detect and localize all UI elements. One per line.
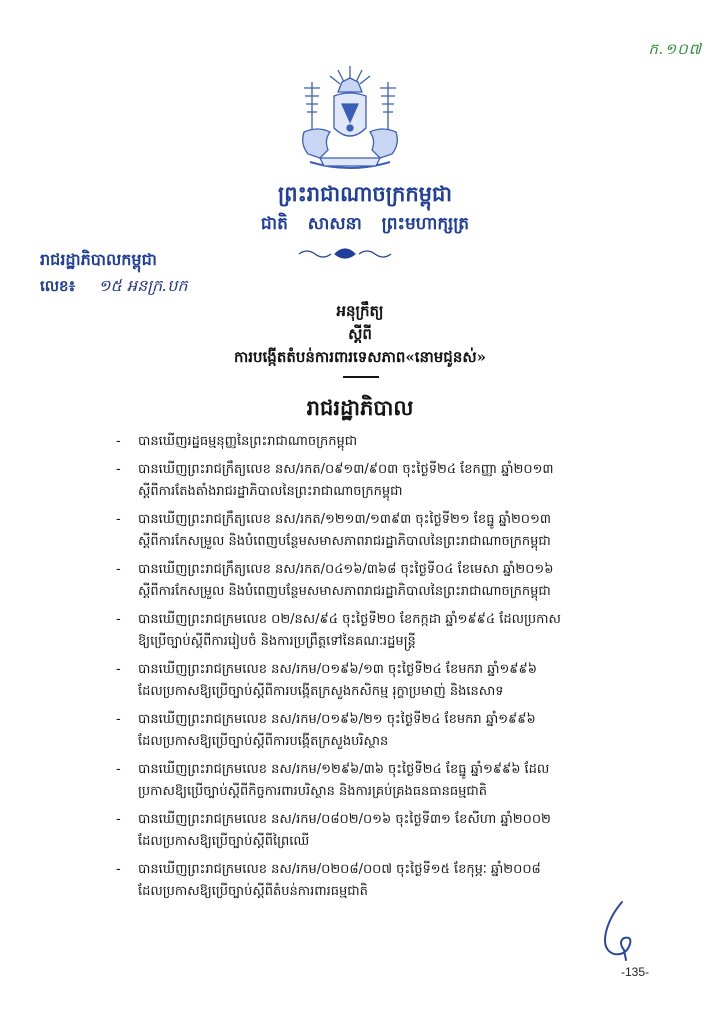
clause-line: ឱ្យប្រើច្បាប់ស្តីពីការរៀបចំ និងការប្រព្រឹត្តទៅនៃគណៈរដ្ឋមន្ត្រី xyxy=(138,634,416,649)
clause-line: បានឃើញព្រះរាជក្រឹត្យលេខ នស/រកត/១២១៣/១៣៩៣ ចុះថ្ងៃទី២១ ខែធ្នូ ឆ្នាំ២០១៣ xyxy=(138,512,551,527)
clause-line: បានឃើញព្រះរាជក្រមលេខ ០២/នស/៩៤ ចុះថ្ងៃទី២០ ខែកក្កដា ឆ្នាំ១៩៩៤ ដែលប្រកាស xyxy=(138,612,561,627)
list-item: - បានឃើញព្រះរាជក្រឹត្យលេខ នស/រកត/១២១៣/១៣៩៣ ចុះថ្ងៃទី២១ ខែធ្នូ ឆ្នាំ២០១៣ ស្តីពីការកែសម្រួល និងបំពេញបន្ថែមសមាសភាពរាជរដ្ឋាភិបាលនៃព្រះរាជាណាចក្រកម្ពុជា xyxy=(112,509,652,553)
national-motto: ជាតិ សាសនា ព្រះមហាក្សត្រ xyxy=(260,214,470,234)
decree-title: អនុក្រឹត្យ xyxy=(336,302,384,320)
number-label: លេខ៖ xyxy=(40,277,76,295)
title-divider xyxy=(343,376,379,378)
clause-line: បានឃើញរដ្ឋធម្មនុញ្ញនៃព្រះរាជាណាចក្រកម្ពុជា xyxy=(138,434,358,449)
list-item: - បានឃើញព្រះរាជក្រមលេខ ០២/នស/៩៤ ចុះថ្ងៃទី២០ ខែកក្កដា ឆ្នាំ១៩៩៤ ដែលប្រកាស ឱ្យប្រើច្បាប់ស្តីពីការរៀបចំ និងការប្រព្រឹត្តទៅនៃគណៈរដ្ឋមន្ត្រី xyxy=(112,609,652,653)
preamble-clause-list xyxy=(112,431,652,909)
clause-line: ដែលប្រកាសឱ្យប្រើច្បាប់ស្តីពីការបង្កើតក្រសួងកសិកម្ម រុក្ខាប្រមាញ់ និងនេសាទ xyxy=(138,684,504,699)
list-item: - បានឃើញព្រះរាជក្រឹត្យលេខ នស/រកត/០៩១៣/៩០៣ ចុះថ្ងៃទី២៤ ខែកញ្ញា ឆ្នាំ២០១៣ ស្តីពីការតែងតាំងរាជរដ្ឋាភិបាលនៃព្រះរាជាណាចក្រកម្ពុជា xyxy=(112,459,652,503)
list-item: - បានឃើញព្រះរាជក្រមលេខ នស/រកម/១២៩៦/៣៦ ចុះថ្ងៃទី២៤ ខែធ្នូ ឆ្នាំ១៩៩៦ ដែល ប្រកាសឱ្យប្រើច្បាប់ស្តីពីកិច្ចការពារបរិស្ថាន និងការគ្រប់គ្រងធនធានធម្មជាតិ xyxy=(112,759,652,803)
clause-line: បានឃើញព្រះរាជក្រមលេខ នស/រកម/០៨០២/០១៦ ចុះថ្ងៃទី៣១ ខែសីហា ឆ្នាំ២០០២ xyxy=(138,812,551,827)
document-reference-number: ក.១០៧ xyxy=(648,40,702,58)
royal-emblem-icon xyxy=(290,62,410,180)
list-item: - បានឃើញព្រះរាជក្រមលេខ នស/រកម/០២០៨/០០៧ ចុះថ្ងៃទី១៥ ខែកុម្ភៈ ឆ្នាំ២០០៨ ដែលប្រកាសឱ្យប្រើច្បាប់ស្តីពីតំបន់ការពារធម្មជាតិ xyxy=(112,859,652,903)
list-item: - បានឃើញព្រះរាជក្រមលេខ នស/រកម/០១៩៦/២១ ចុះថ្ងៃទី២៤ ខែមករា ឆ្នាំ១៩៩៦ ដែលប្រកាសឱ្យប្រើច្បាប់ស្តីពីការបង្កើតក្រសួងបរិស្ថាន xyxy=(112,709,652,753)
clause-line: បានឃើញព្រះរាជក្រមលេខ នស/រកម/០១៩៦/២១ ចុះថ្ងៃទី២៤ ខែមករា ឆ្នាំ១៩៩៦ xyxy=(138,712,536,727)
number-value: ១៥ អនក្រ.បក xyxy=(98,276,188,295)
page-number: -135- xyxy=(620,965,649,979)
initials-signature-icon xyxy=(596,898,642,964)
clause-line: បានឃើញព្រះរាជក្រមលេខ នស/រកម/០២០៨/០០៧ ចុះថ្ងៃទី១៥ ខែកុម្ភៈ ឆ្នាំ២០០៨ xyxy=(138,862,541,877)
clause-line: ស្តីពីការតែងតាំងរាជរដ្ឋាភិបាលនៃព្រះរាជាណាចក្រកម្ពុជា xyxy=(138,484,403,499)
clause-line: បានឃើញព្រះរាជក្រមលេខ នស/រកម/០១៩៦/១៣ ចុះថ្ងៃទី២៤ ខែមករា ឆ្នាំ១៩៩៦ xyxy=(138,662,537,677)
clause-line: ដែលប្រកាសឱ្យប្រើច្បាប់ស្តីពីព្រៃឈើ xyxy=(138,834,310,849)
clause-line: ដែលប្រកាសឱ្យប្រើច្បាប់ស្តីពីតំបន់ការពារធម្មជាតិ xyxy=(138,884,368,899)
clause-line: ស្តីពីការកែសម្រួល និងបំពេញបន្ថែមសមាសភាពរាជរដ្ឋាភិបាលនៃព្រះរាជាណាចក្រកម្ពុជា xyxy=(138,584,551,599)
list-item: - បានឃើញព្រះរាជក្រមលេខ នស/រកម/០៨០២/០១៦ ចុះថ្ងៃទី៣១ ខែសីហា ឆ្នាំ២០០២ ដែលប្រកាសឱ្យប្រើច្បាប់ស្តីពីព្រៃឈើ xyxy=(112,809,652,853)
issuing-government: រាជរដ្ឋាភិបាលកម្ពុជា xyxy=(40,250,157,269)
clause-line: ដែលប្រកាសឱ្យប្រើច្បាប់ស្តីពីការបង្កើតក្រសួងបរិស្ថាន xyxy=(138,734,389,749)
clause-line: បានឃើញព្រះរាជក្រមលេខ នស/រកម/១២៩៦/៣៦ ចុះថ្ងៃទី២៤ ខែធ្នូ ឆ្នាំ១៩៩៦ ដែល xyxy=(138,762,550,777)
list-item: - បានឃើញរដ្ឋធម្មនុញ្ញនៃព្រះរាជាណាចក្រកម្ពុជា xyxy=(116,434,358,449)
list-item: - បានឃើញព្រះរាជក្រមលេខ នស/រកម/០១៩៦/១៣ ចុះថ្ងៃទី២៤ ខែមករា ឆ្នាំ១៩៩៦ ដែលប្រកាសឱ្យប្រើច្បាប់ស្តីពីការបង្កើតក្រសួងកសិកម្ម រុក្ខាប្រមាញ់ និងនេសាទ xyxy=(112,659,652,703)
document-number-row xyxy=(40,275,188,297)
kingdom-title: ព្រះរាជាណាចក្រកម្ពុជា xyxy=(277,181,452,206)
clause-line: ប្រកាសឱ្យប្រើច្បាប់ស្តីពីកិច្ចការពារបរិស្ថាន និងការគ្រប់គ្រងធនធានធម្មជាតិ xyxy=(138,784,488,799)
ornament-divider-icon xyxy=(295,244,395,262)
section-heading: រាជរដ្ឋាភិបាល xyxy=(306,395,414,420)
decree-subject: ការបង្កើតតំបន់ការពារទេសភាព«នោមជូនស់» xyxy=(233,348,487,366)
clause-line: បានឃើញព្រះរាជក្រឹត្យលេខ នស/រកត/០៤១៦/៣៦៨ ចុះថ្ងៃទី០៤ ខែមេសា ឆ្នាំ២០១៦ xyxy=(138,562,554,577)
clause-line: បានឃើញព្រះរាជក្រឹត្យលេខ នស/រកត/០៩១៣/៩០៣ ចុះថ្ងៃទី២៤ ខែកញ្ញា ឆ្នាំ២០១៣ xyxy=(138,462,554,477)
list-item: - បានឃើញព្រះរាជក្រឹត្យលេខ នស/រកត/០៤១៦/៣៦៨ ចុះថ្ងៃទី០៤ ខែមេសា ឆ្នាំ២០១៦ ស្តីពីការកែសម្រួល និងបំពេញបន្ថែមសមាសភាពរាជរដ្ឋាភិបាលនៃព្រះរាជាណាចក្រកម្ពុជា xyxy=(112,559,652,603)
decree-subject-label: ស្តីពី xyxy=(348,325,372,343)
clause-line: ស្តីពីការកែសម្រួល និងបំពេញបន្ថែមសមាសភាពរាជរដ្ឋាភិបាលនៃព្រះរាជាណាចក្រកម្ពុជា xyxy=(138,534,551,549)
